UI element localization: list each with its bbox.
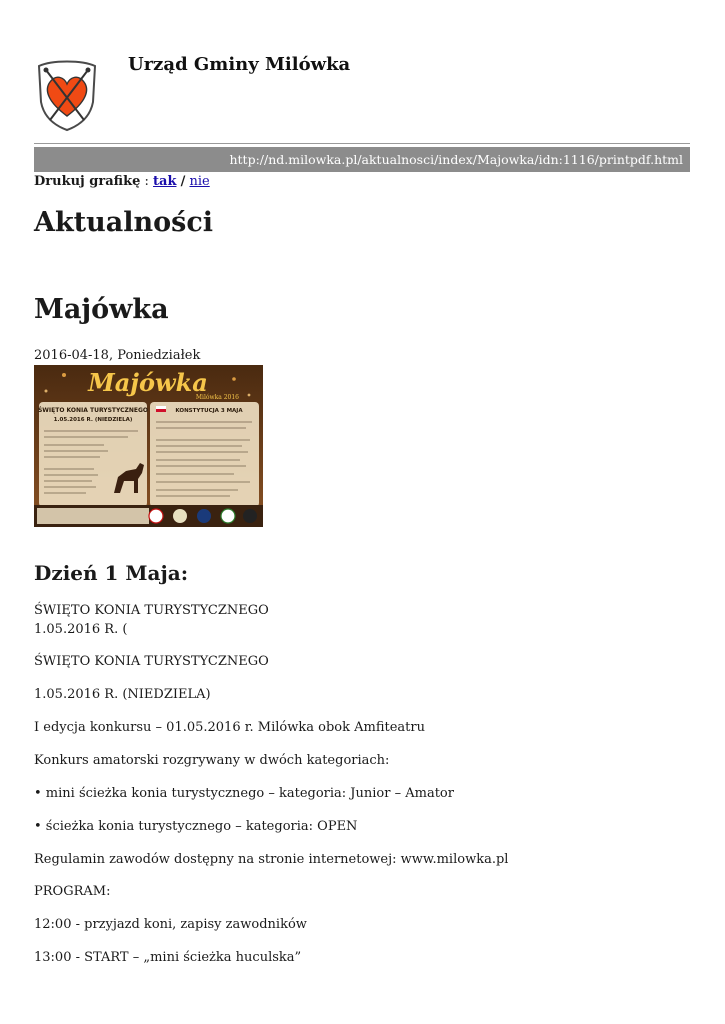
poster-left-heading: ŚWIĘTO KONIA TURYSTYCZNEGO: [37, 407, 149, 414]
header-divider: [34, 143, 690, 144]
municipality-crest-logo: [34, 58, 100, 132]
paragraph-5: I edycja konkursu – 01.05.2016 r. Milówka obok Amfiteatru: [34, 720, 425, 735]
print-graphics-option: [34, 174, 210, 189]
paragraph-program-heading: PROGRAM:: [34, 884, 111, 899]
print-graphics-yes-link[interactable]: tak: [153, 174, 177, 189]
poster-title: Majówka: [88, 368, 208, 397]
poster-right-heading: KONSTYTUCJA 3 MAJA: [175, 408, 243, 414]
print-graphics-label: Drukuj grafikę: [34, 174, 141, 189]
print-graphics-no-link[interactable]: nie: [189, 174, 210, 189]
section-title: Aktualności: [34, 207, 214, 238]
article-date: 2016-04-18, Poniedziałek: [34, 348, 201, 363]
paragraph-4: 1.05.2016 R. (NIEDZIELA): [34, 687, 211, 702]
event-poster-image: [34, 365, 263, 527]
paragraph-6: Konkurs amatorski rozgrywany w dwóch kategoriach:: [34, 753, 390, 768]
program-item-2: 13:00 - START – „mini ścieżka huculska”: [34, 950, 302, 965]
page-url: http://nd.milowka.pl/aktualnosci/index/Majowka/idn:1116/printpdf.html: [229, 152, 683, 167]
page-url-bar: [34, 147, 690, 172]
print-graphics-slash: /: [180, 174, 186, 189]
program-item-1: 12:00 - przyjazd koni, zapisy zawodników: [34, 917, 307, 932]
poster-left-date: 1.05.2016 R. (NIEDZIELA): [53, 417, 133, 423]
paragraph-regulations: Regulamin zawodów dostępny na stronie internetowej: www.milowka.pl: [34, 852, 509, 867]
bullet-item-2: • ścieżka konia turystycznego – kategoria: OPEN: [34, 819, 358, 834]
site-title: Urząd Gminy Milówka: [128, 54, 351, 75]
day-subheading: Dzień 1 Maja:: [34, 561, 189, 585]
bullet-item-1: • mini ścieżka konia turystycznego – kategoria: Junior – Amator: [34, 786, 454, 801]
paragraph-1: ŚWIĘTO KONIA TURYSTYCZNEGO: [34, 603, 269, 618]
article-title: Majówka: [34, 294, 169, 325]
print-graphics-separator: :: [144, 174, 149, 189]
paragraph-2: 1.05.2016 R. (: [34, 622, 128, 637]
paragraph-3: ŚWIĘTO KONIA TURYSTYCZNEGO: [34, 654, 269, 669]
poster-subtitle: Milówka 2016: [195, 394, 239, 401]
